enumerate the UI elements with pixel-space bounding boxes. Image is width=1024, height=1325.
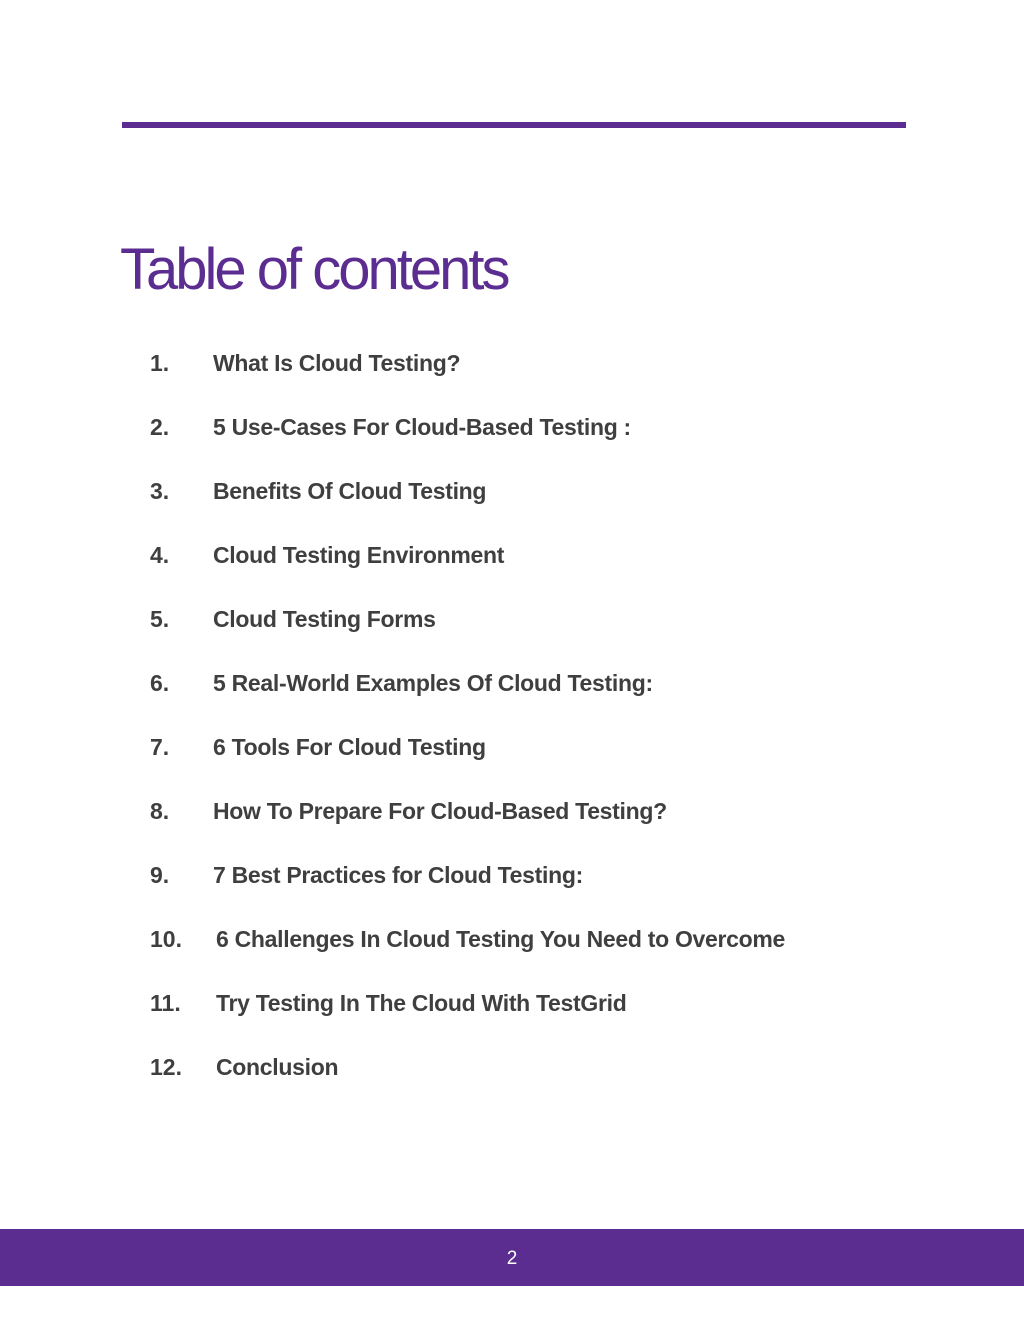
toc-link[interactable]: Try Testing In The Cloud With TestGrid xyxy=(216,990,627,1016)
toc-link[interactable]: Cloud Testing Environment xyxy=(213,542,505,568)
page-title: Table of contents xyxy=(120,237,508,302)
toc-number: 2. xyxy=(150,414,170,440)
toc-item-9[interactable] xyxy=(0,857,1024,893)
toc-item-10[interactable] xyxy=(0,921,1024,957)
toc-item-11[interactable] xyxy=(0,985,1024,1021)
toc-item-6[interactable] xyxy=(0,665,1024,701)
toc-number: 3. xyxy=(150,478,170,504)
toc-number: 10. xyxy=(150,926,182,952)
toc-link[interactable]: 7 Best Practices for Cloud Testing: xyxy=(213,862,583,888)
toc-item-3[interactable] xyxy=(0,473,1024,509)
top-divider xyxy=(122,122,906,128)
toc-link[interactable]: Conclusion xyxy=(216,1054,339,1080)
toc-item-2[interactable] xyxy=(0,409,1024,445)
toc-number: 11. xyxy=(150,990,181,1016)
toc-number: 5. xyxy=(150,606,170,632)
toc-item-4[interactable] xyxy=(0,537,1024,573)
toc-number: 12. xyxy=(150,1054,182,1080)
toc-item-7[interactable] xyxy=(0,729,1024,765)
toc-number: 7. xyxy=(150,734,170,760)
toc-link[interactable]: 5 Use-Cases For Cloud-Based Testing : xyxy=(213,414,631,440)
toc-item-12[interactable] xyxy=(0,1049,1024,1085)
toc-item-8[interactable] xyxy=(0,793,1024,829)
toc-link[interactable]: Cloud Testing Forms xyxy=(213,606,436,632)
toc-link[interactable]: 5 Real-World Examples Of Cloud Testing: xyxy=(213,670,653,696)
footer-bar xyxy=(0,1229,1024,1286)
toc-item-5[interactable] xyxy=(0,601,1024,637)
toc-number: 8. xyxy=(150,798,170,824)
toc-number: 6. xyxy=(150,670,170,696)
toc-link[interactable]: 6 Tools For Cloud Testing xyxy=(213,734,486,760)
toc-number: 1. xyxy=(150,350,170,376)
toc-number: 4. xyxy=(150,542,170,568)
toc-number: 9. xyxy=(150,862,170,888)
page-number: 2 xyxy=(506,1248,518,1269)
toc-link[interactable]: 6 Challenges In Cloud Testing You Need to Overcome xyxy=(216,926,786,952)
toc-link[interactable]: What Is Cloud Testing? xyxy=(213,350,461,376)
toc-link[interactable]: How To Prepare For Cloud-Based Testing? xyxy=(213,798,667,824)
toc-link[interactable]: Benefits Of Cloud Testing xyxy=(213,478,487,504)
toc-item-1[interactable] xyxy=(0,345,1024,381)
